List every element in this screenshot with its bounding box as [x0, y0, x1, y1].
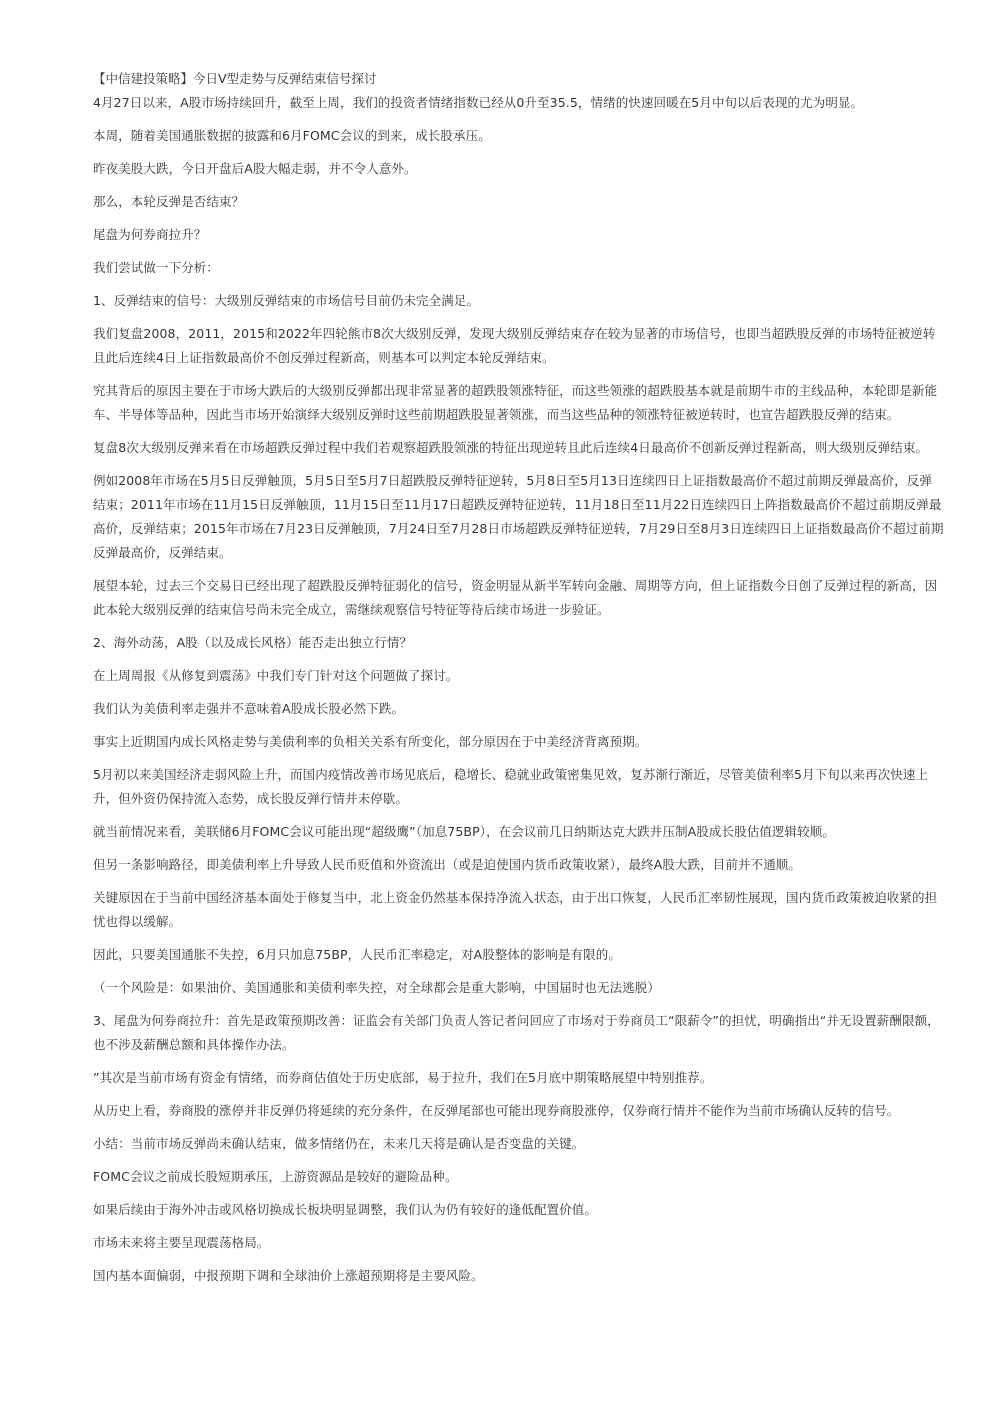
paragraph: （一个风险是：如果油价、美国通胀和美债利率失控，对全球都会是重大影响，中国届时也无法逃脱）	[93, 980, 661, 995]
paragraph: 那么，本轮反弹是否结束？	[93, 194, 245, 209]
paragraph: 我们尝试做一下分析：	[93, 260, 220, 275]
paragraph: 但另一条影响路径，即美债利率上升导致人民币贬值和外资流出（或是迫使国内货币政策收紧），最终A股大跌，目前并不通顺。	[93, 857, 802, 872]
paragraph: 就当前情况来看，美联储6月FOMC会议可能出现“超级鹰”（加息75BP），在会议前几日纳斯达克大跌并压制A股成长股估值逻辑较顺。	[93, 824, 835, 839]
paragraph: 昨夜美股大跌，今日开盘后A股大幅走弱，并不令人意外。	[93, 161, 417, 176]
paragraph: 复盘8次大级别反弹来看在市场超跌反弹过程中我们若观察超跌股领涨的特征出现逆转且此后连续4日最高价不创新反弹过程新高，则大级别反弹结束。	[93, 440, 929, 455]
paragraph: 3、尾盘为何券商拉升：首先是政策预期改善：证监会有关部门负责人答记者问回应了市场对于券商员工“限薪令”的担忧，明确指出“并无设置薪酬限额，也不涉及薪酬总额和具体操作办法。	[93, 1013, 940, 1052]
paragraph: 究其背后的原因主要在于市场大跌后的大级别反弹都出现非常显著的超跌股领涨特征，而这些领涨的超跌股基本就是前期牛市的主线品种，本轮即是新能车、半导体等品种，因此当市场开始演绎大级别反弹时这些前期超跌股显著领涨，而当这些品种的领涨特征被逆转时，也宣告超跌股反弹的结束。	[93, 383, 938, 422]
document-body	[93, 91, 944, 1288]
paragraph: 展望本轮，过去三个交易日已经出现了超跌股反弹特征弱化的信号，资金明显从新半军转向金融、周期等方向，但上证指数今日创了反弹过程的新高，因此本轮大级别反弹的结束信号尚未完全成立，需继续观察信号特征等待后续市场进一步验证。	[93, 578, 938, 617]
paragraph: 尾盘为何券商拉升？	[93, 227, 207, 242]
paragraph: 本周，随着美国通胀数据的披露和6月FOMC会议的到来，成长股承压。	[93, 128, 491, 143]
paragraph: 在上周周报《从修复到震荡》中我们专门针对这个问题做了探讨。	[93, 668, 459, 683]
paragraph: 市场未来将主要呈现震荡格局。	[93, 1235, 270, 1250]
paragraph: 事实上近期国内成长风格走势与美债利率的负相关关系有所变化，部分原因在于中美经济背离预期。	[93, 734, 648, 749]
paragraph: 4月27日以来，A股市场持续回升，截至上周，我们的投资者情绪指数已经从0升至35.5，情绪的快速回暖在5月中旬以后表现的尤为明显。	[93, 95, 864, 110]
paragraph: 例如2008年市场在5月5日反弹触顶，5月5日至5月7日超跌股反弹特征逆转，5月8日至5月13日连续四日上证指数最高价不超过前期反弹最高价，反弹结束；2011年市场在11月15日反弹触顶，11月15日至11月17日超跌反弹特征逆转，11月18日至11月22日连续四日上阵指数最高价不超过前期反弹最高价，反弹结束；2015年市场在7月23日反弹触顶，7月24日至7月28日市场超跌反弹特征逆转，7月29日至8月3日连续四日上证指数最高价不超过前期反弹最高价，反弹结束。	[93, 473, 944, 560]
document-title: 【中信建投策略】今日V型走势与反弹结束信号探讨	[93, 71, 377, 86]
paragraph: 从历史上看，券商股的涨停并非反弹仍将延续的充分条件，在反弹尾部也可能出现券商股涨停，仅券商行情并不能作为当前市场确认反转的信号。	[93, 1103, 900, 1118]
paragraph: 2、海外动荡，A股（以及成长风格）能否走出独立行情？	[93, 635, 413, 650]
paragraph: 如果后续由于海外冲击或风格切换成长板块明显调整，我们认为仍有较好的逢低配置价值。	[93, 1202, 598, 1217]
paragraph: FOMC会议之前成长股短期承压，上游资源品是较好的避险品种。	[93, 1169, 458, 1184]
paragraph: 5月初以来美国经济走弱风险上升，而国内疫情改善市场见底后，稳增长、稳就业政策密集见效，复苏渐行渐近，尽管美债利率5月下旬以来再次快速上升，但外资仍保持流入态势，成长股反弹行情并未停歇。	[93, 767, 929, 806]
paragraph: 国内基本面偏弱，中报预期下调和全球油价上涨超预期将是主要风险。	[93, 1268, 484, 1283]
paragraph: 我们认为美债利率走强并不意味着A股成长股必然下跌。	[93, 701, 405, 716]
paragraph: 1、反弹结束的信号：大级别反弹结束的市场信号目前仍未完全满足。	[93, 293, 480, 308]
paragraph: 我们复盘2008，2011，2015和2022年四轮熊市8次大级别反弹，发现大级别反弹结束存在较为显著的市场信号，也即当超跌股反弹的市场特征被逆转且此后连续4日上证指数最高价不创反弹过程新高，则基本可以判定本轮反弹结束。	[93, 326, 936, 365]
paragraph: ”其次是当前市场有资金有情绪，而券商估值处于历史底部，易于拉升，我们在5月底中期策略展望中特别推荐。	[93, 1070, 713, 1085]
paragraph: 因此，只要美国通胀不失控，6月只加息75BP，人民币汇率稳定，对A股整体的影响是有限的。	[93, 947, 621, 962]
paragraph: 小结：当前市场反弹尚未确认结束，做多情绪仍在，未来几天将是确认是否变盘的关键。	[93, 1136, 585, 1151]
paragraph: 关键原因在于当前中国经济基本面处于修复当中，北上资金仍然基本保持净流入状态，由于出口恢复，人民币汇率韧性展现，国内货币政策被迫收紧的担忧也得以缓解。	[93, 890, 938, 929]
